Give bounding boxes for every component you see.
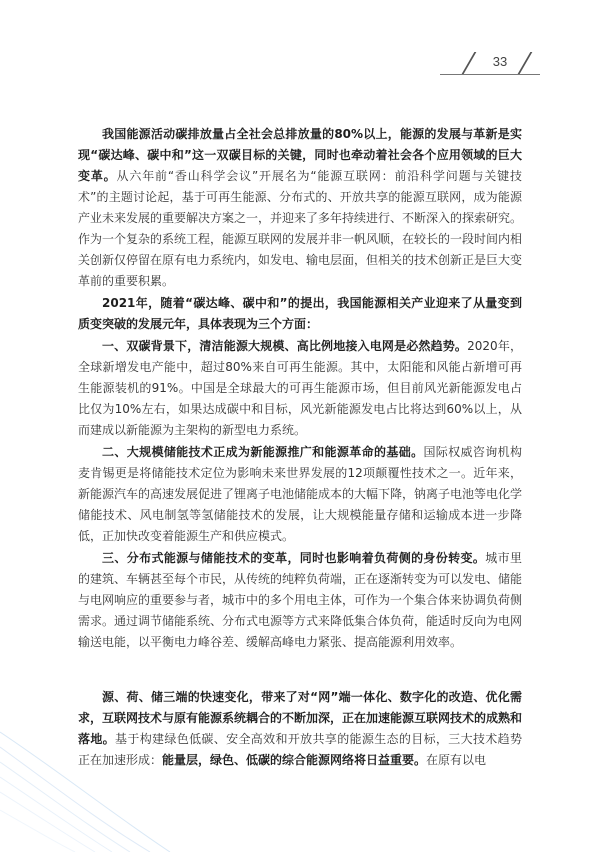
paragraph-text: 基于构建绿色低碳、安全高效和开放共享的能源生态的目标，三大技术趋势正在加速形成：: [78, 732, 522, 767]
left-slash-decoration: [462, 52, 477, 74]
paragraph-text-continued: 在原有以电: [426, 753, 487, 767]
paragraph-point-three: [78, 548, 522, 653]
paragraph-lead: 2021年，随着“碳达峰、碳中和”的提出，我国能源相关产业迎来了从量变到质变突破的发展元年，具体表现为三个方面：: [78, 296, 522, 331]
paragraph-point-one: [78, 336, 522, 441]
paragraph-emphasis: 能量层，绿色、低碳的综合能源网络将日益重要。: [162, 753, 427, 767]
paragraph-lead: 三、分布式能源与储能技术的变革，同时也影响着负荷侧的身份转变。: [102, 551, 486, 565]
decorative-wave-lines: [0, 692, 600, 852]
paragraph-intro: [78, 124, 522, 292]
paragraph-text: 城市里的建筑、车辆甚至每个市民，从传统的纯粹负荷端，正在逐渐转变为可以发电、储能与电网响应的重要参与者，城市中的多个用电主体，可作为一个集合体来协调负荷侧需求。通过调节储能系统、分布式电源等方式来降低集合体负荷，能适时反向为电网输送电能，以平衡电力峰谷差、缓解高峰电力紧张、提高能源利用效率。: [78, 551, 523, 649]
article-body: [78, 124, 522, 771]
paragraph-lead: 我国能源活动碳排放量占全社会总排放量的80%以上，能源的发展与革新是实现“碳达峰、碳中和”这一双碳目标的关键，同时也牵动着社会各个应用领域的巨大变革。: [78, 127, 522, 183]
page-number: 33: [492, 54, 508, 69]
header-rule: [440, 74, 540, 75]
paragraph-lead: 二、大规模储能技术正成为新能源推广和能源革命的基础。: [102, 445, 424, 459]
paragraph-text: 从六年前“香山科学会议”开展名为“能源互联网：前沿科学问题与关键技术”的主题讨论起，基于可再生能源、分布式的、开放共享的能源互联网，成为能源产业未来发展的重要解决方案之一，并迎来了多年持续进行、不断深入的探索研究。作为一个复杂的系统工程，能源互联网的发展并非一帆风顺，在较长的一段时间内相关创新仅停留在原有电力系统内，如发电、输电层面，但相关的技术创新正是巨大变革前的重要积累。: [78, 169, 523, 288]
paragraph-2021: [78, 293, 522, 335]
paragraph-text: 国际权威咨询机构麦肯锡更是将储能技术定位为影响未来世界发展的12项颠覆性技术之一。近年来，新能源汽车的高速发展促进了锂离子电池储能成本的大幅下降，钠离子电池等电化学储能技术、风电制氢等氢储能技术的发展，让大规模能量存储和运输成本进一步降低，正加快改变着能源生产和供应模式。: [78, 445, 523, 543]
paragraph-lead: 一、双碳背景下，清洁能源大规模、高比例地接入电网是必然趋势。: [102, 339, 468, 353]
paragraph-point-two: [78, 442, 522, 547]
paragraph-text: 2020年，全球新增发电产能中，超过80%来自可再生能源。其中，太阳能和风能占新增可再生能源装机的91%。中国是全球最大的可再生能源市场，但目前风光新能源发电占比仅为10%左右，如果达成碳中和目标，风光新能源发电占比将达到60%以上，从而建成以新能源为主架构的新型电力系统。: [78, 339, 522, 437]
page-header: [440, 50, 550, 76]
paragraph-lead: 源、荷、储三端的快速变化，带来了对“网”端一体化、数字化的改造、优化需求，互联网技术与原有能源系统耦合的不断加深，正在加速能源互联网技术的成熟和落地。: [78, 690, 523, 746]
right-slash-decoration: [518, 52, 533, 74]
